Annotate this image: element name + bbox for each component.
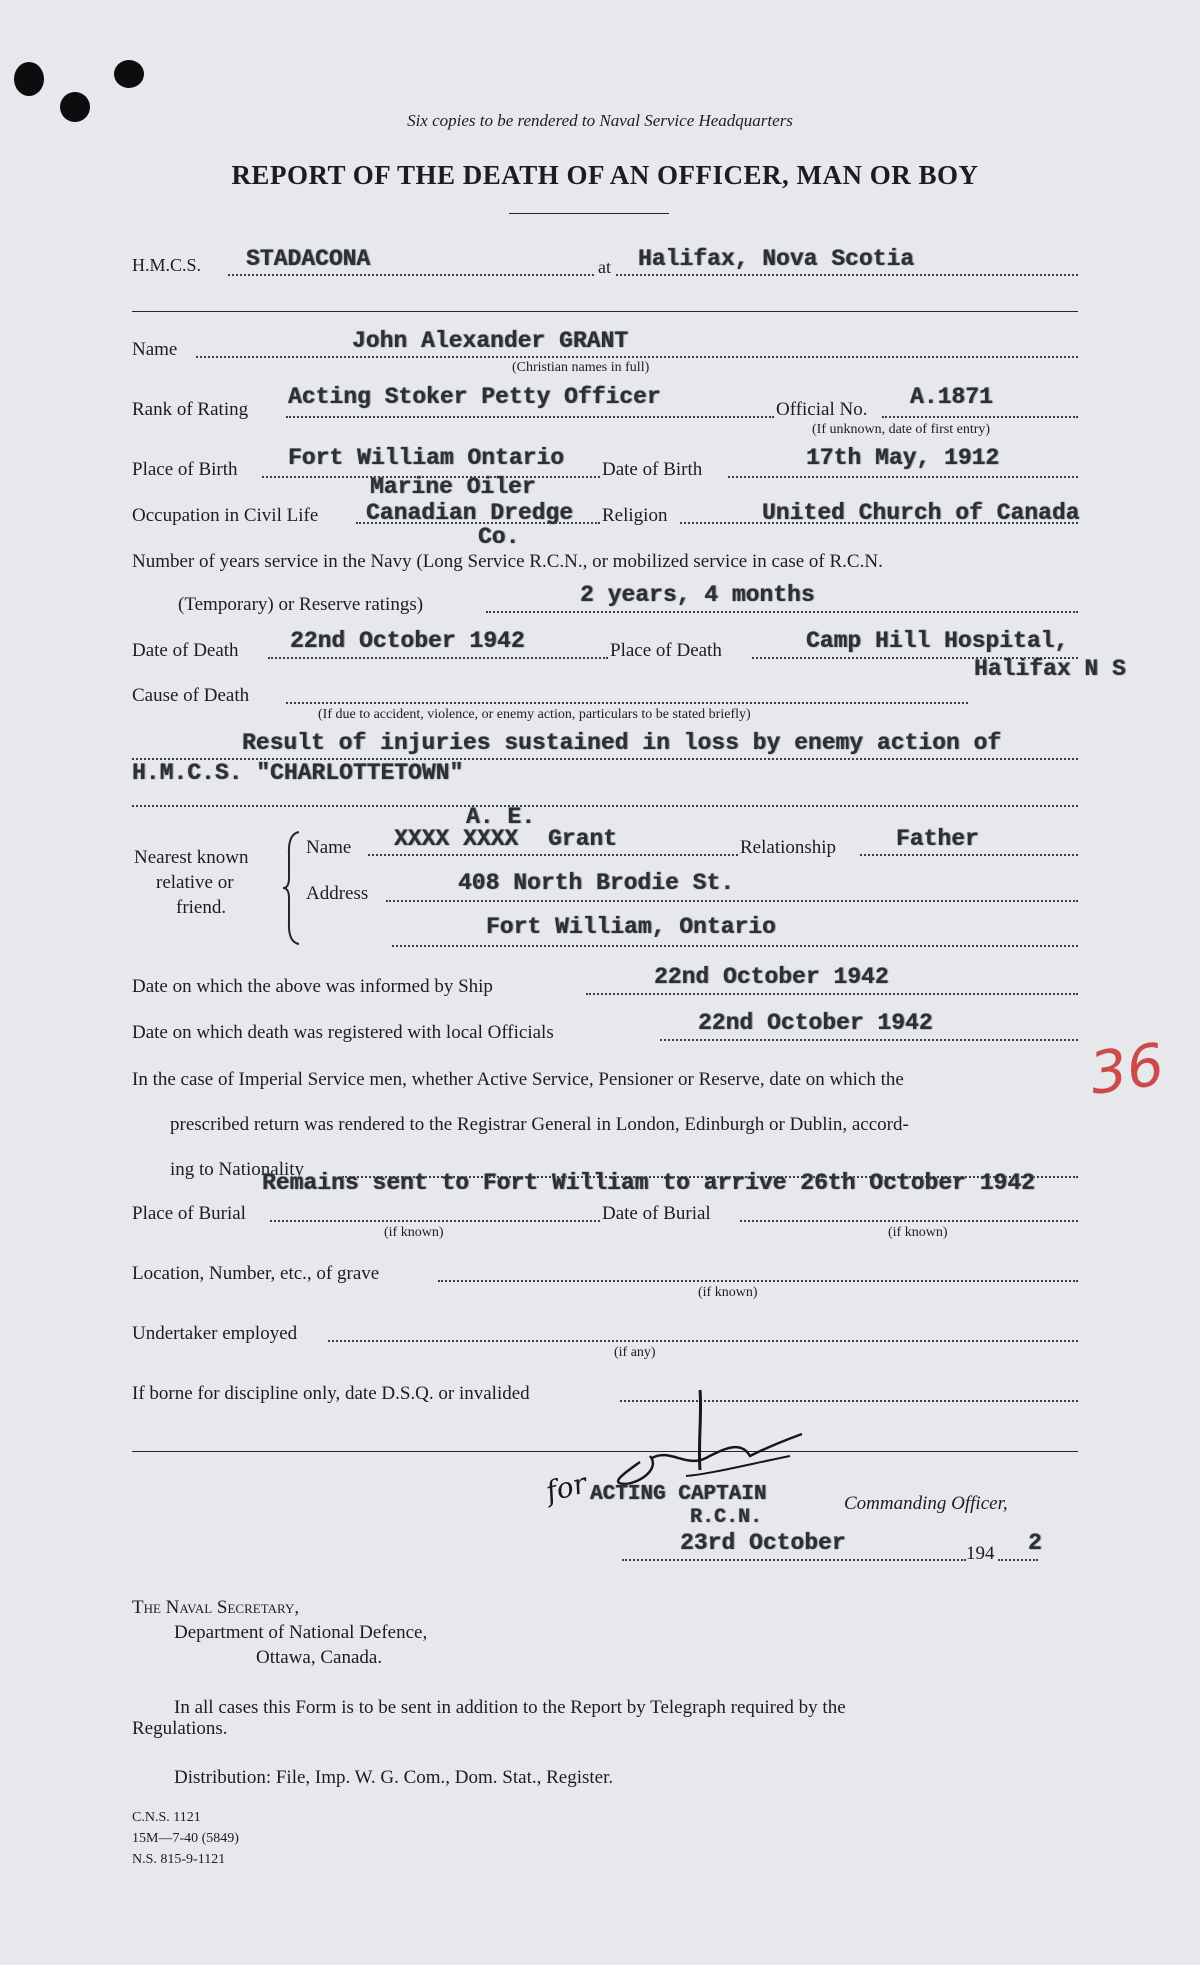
address-label: Address	[306, 883, 369, 904]
relationship-line	[860, 854, 1078, 856]
form-code-1: C.N.S. 1121	[132, 1810, 201, 1825]
undertaker-label: Undertaker employed	[132, 1323, 298, 1344]
official-no-label: Official No.	[776, 399, 868, 420]
ship-value: STADACONA	[246, 246, 371, 272]
relative-bracket	[282, 830, 302, 946]
cause-line	[286, 702, 968, 704]
commanding-officer-label: Commanding Officer,	[844, 1493, 1008, 1514]
informed-label: Date on which the above was informed by Ship	[132, 976, 493, 997]
name-line	[196, 356, 1078, 358]
burial-place-label: Place of Burial	[132, 1203, 246, 1224]
service-label-line1: Number of years service in the Navy (Long Service R.C.N., or mobilized service in case of R.C.N.	[132, 551, 883, 572]
death-date-label: Date of Death	[132, 640, 239, 661]
grave-hint: (if known)	[698, 1285, 758, 1300]
form-code-2: 15M—7-40 (5849)	[132, 1831, 239, 1846]
address-line-1	[386, 900, 1078, 902]
grave-line	[438, 1280, 1078, 1282]
instruction-line2: Regulations.	[132, 1718, 228, 1739]
signature-date-value: 23rd October	[680, 1530, 846, 1556]
relationship-label: Relationship	[740, 837, 837, 858]
name-hint: (Christian names in full)	[512, 360, 650, 375]
birth-place-label: Place of Birth	[132, 459, 238, 480]
signature-rank-line2: R.C.N.	[690, 1506, 763, 1529]
registered-label: Date on which death was registered with local Officials	[132, 1022, 554, 1043]
informed-line	[586, 993, 1078, 995]
undertaker-hint: (if any)	[614, 1345, 656, 1360]
signature-year-prefix: 194	[966, 1543, 995, 1564]
grave-label: Location, Number, etc., of grave	[132, 1263, 380, 1284]
instruction-line1: In all cases this Form is to be sent in addition to the Report by Telegraph required by the	[174, 1697, 846, 1718]
relative-group-label-3: friend.	[176, 897, 227, 918]
cause-value-line2: H.M.C.S. "CHARLOTTETOWN"	[132, 760, 464, 786]
birth-date-value: 17th May, 1912	[806, 445, 1000, 471]
imperial-line1: In the case of Imperial Service men, whether Active Service, Pensioner or Reserve, date on which the	[132, 1069, 904, 1090]
ship-label: H.M.C.S.	[132, 255, 202, 275]
burial-place-hint: (if known)	[384, 1225, 444, 1240]
cause-line-3	[132, 805, 1078, 807]
punch-hole	[14, 62, 44, 96]
punch-hole	[114, 60, 144, 88]
occupation-value-line1: Marine Oiler	[370, 474, 536, 500]
at-label: at	[598, 257, 611, 277]
official-no-hint: (If unknown, date of first entry)	[812, 422, 991, 437]
official-no-value: A.1871	[910, 384, 993, 410]
at-value: Halifax, Nova Scotia	[638, 246, 915, 272]
addressee-line3: Ottawa, Canada.	[256, 1647, 383, 1668]
at-line	[616, 274, 1078, 276]
undertaker-line	[328, 1340, 1078, 1342]
divider	[132, 311, 1078, 312]
address-value-line2: Fort William, Ontario	[486, 914, 776, 940]
service-value: 2 years, 4 months	[580, 582, 815, 608]
cause-hint: (If due to accident, violence, or enemy action, particulars to be stated briefly)	[318, 707, 751, 722]
relative-name-line	[368, 854, 738, 856]
relationship-value: Father	[896, 826, 979, 852]
informed-value: 22nd October 1942	[654, 964, 889, 990]
birth-place-value: Fort William Ontario	[288, 445, 565, 471]
death-place-label: Place of Death	[610, 640, 722, 661]
cause-value-line1: Result of injuries sustained in loss by enemy action of	[242, 730, 1002, 756]
occupation-value-line3: Co.	[478, 524, 520, 550]
signature-rank-line1: ACTING CAPTAIN	[590, 1483, 767, 1506]
name-value: John Alexander GRANT	[352, 328, 629, 354]
relative-group-label-1: Nearest known	[134, 847, 249, 868]
death-date-value: 22nd October 1942	[290, 628, 525, 654]
header-note: Six copies to be rendered to Naval Service Headquarters	[407, 111, 793, 130]
burial-place-line	[270, 1220, 600, 1222]
signature-year-suffix: 2	[1028, 1530, 1042, 1556]
form-code-3: N.S. 815-9-1121	[132, 1852, 226, 1867]
addressee-line1: The Naval Secretary,	[132, 1597, 300, 1618]
signature-prefix: for	[542, 1466, 590, 1509]
occupation-label: Occupation in Civil Life	[132, 505, 319, 526]
distribution-line: Distribution: File, Imp. W. G. Com., Dom. Stat., Register.	[174, 1767, 614, 1788]
relative-group-label-2: relative or	[156, 872, 234, 893]
birth-date-label: Date of Birth	[602, 459, 703, 480]
burial-date-label: Date of Burial	[602, 1203, 711, 1224]
title-underline	[509, 213, 669, 214]
registered-line	[660, 1039, 1078, 1041]
relative-name-struck: XXXX XXXX	[394, 826, 519, 852]
imperial-line3: ing to Nationality	[170, 1159, 305, 1180]
religion-label: Religion	[602, 505, 668, 526]
rank-line	[286, 416, 774, 418]
rank-value: Acting Stoker Petty Officer	[288, 384, 661, 410]
burial-date-line	[740, 1220, 1078, 1222]
address-value-line1: 408 North Brodie St.	[458, 870, 735, 896]
burial-value: Remains sent to Fort William to arrive 26th October 1942	[262, 1170, 1035, 1196]
margin-note: 36	[1085, 1030, 1169, 1108]
address-line-2	[392, 945, 1078, 947]
death-date-line	[268, 657, 608, 659]
registered-value: 22nd October 1942	[698, 1010, 933, 1036]
burial-date-hint: (if known)	[888, 1225, 948, 1240]
religion-value: United Church of Canada	[762, 500, 1080, 526]
relative-name-initials: A. E.	[466, 804, 536, 830]
death-place-value-line1: Camp Hill Hospital,	[806, 628, 1069, 654]
official-no-line	[882, 416, 1078, 418]
occupation-value-line2: Canadian Dredge	[366, 500, 574, 526]
ship-line	[228, 274, 594, 276]
relative-name-label: Name	[306, 837, 352, 858]
imperial-line2: prescribed return was rendered to the Registrar General in London, Edinburgh or Dublin, accord-	[170, 1114, 909, 1135]
discipline-label: If borne for discipline only, date D.S.Q. or invalided	[132, 1383, 530, 1404]
service-line	[486, 611, 1078, 613]
name-label: Name	[132, 339, 178, 360]
service-label-line2: (Temporary) or Reserve ratings)	[178, 594, 424, 615]
addressee-line2: Department of National Defence,	[174, 1622, 428, 1643]
signature-year-line	[998, 1559, 1038, 1561]
relative-name-value: Grant	[548, 826, 618, 852]
cause-label: Cause of Death	[132, 685, 250, 706]
rank-label: Rank of Rating	[132, 399, 249, 420]
birth-date-line	[728, 476, 1078, 478]
death-place-value-line2: Halifax N S	[974, 656, 1126, 682]
form-title: REPORT OF THE DEATH OF AN OFFICER, MAN OR BOY	[231, 160, 979, 190]
signature-date-line	[622, 1559, 966, 1561]
